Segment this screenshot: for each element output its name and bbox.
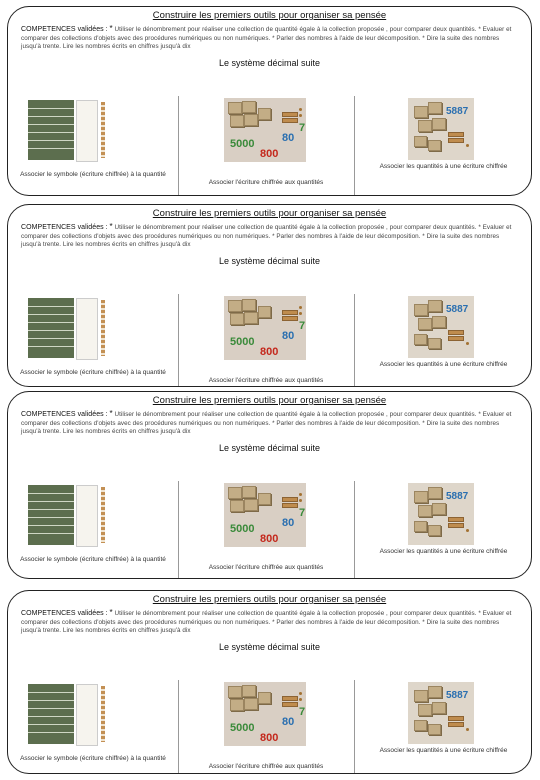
competences-block xyxy=(21,410,519,437)
cubes-5887-image xyxy=(408,296,474,358)
lesson-card-1 xyxy=(7,6,532,196)
bullet-star-icon: * xyxy=(109,24,113,33)
competences-label: COMPETENCES validées : xyxy=(21,610,108,617)
bullet-star-icon: * xyxy=(109,222,113,231)
caption-written: Associer l'écriture chiffrée aux quantités xyxy=(208,763,324,770)
number-card-hundreds: 800 xyxy=(260,732,279,744)
card-subtitle: Le système décimal suite xyxy=(218,642,321,652)
cubes-and-numbers-image xyxy=(224,98,306,162)
activity-cell-written xyxy=(178,680,355,774)
activity-cell-written xyxy=(178,481,355,579)
number-card-5887: 5887 xyxy=(446,106,469,117)
activity-cell-symbol xyxy=(8,481,179,579)
number-card-5887: 5887 xyxy=(446,491,469,502)
activity-cell-symbol xyxy=(8,294,179,387)
card-title: Construire les premiers outils pour organiser sa pensée xyxy=(152,208,387,219)
card-title: Construire les premiers outils pour organiser sa pensée xyxy=(152,10,387,21)
caption-symbol: Associer le symbole (écriture chiffrée) à la quantité xyxy=(20,755,166,762)
activity-cell-written xyxy=(178,294,355,387)
lesson-card-4 xyxy=(7,590,532,774)
activity-row xyxy=(8,680,531,774)
activity-cell-quantities xyxy=(354,481,532,579)
caption-written: Associer l'écriture chiffrée aux quantités xyxy=(208,179,324,186)
cubes-and-numbers-image xyxy=(224,682,306,746)
activity-cell-symbol xyxy=(8,96,179,196)
activity-cell-quantities xyxy=(354,294,532,387)
card-subtitle: Le système décimal suite xyxy=(218,443,321,453)
number-card-tens: 80 xyxy=(282,517,295,529)
number-card-units: 7 xyxy=(299,320,306,332)
number-card-hundreds: 800 xyxy=(260,148,279,160)
number-card-thousands: 5000 xyxy=(230,722,255,734)
caption-symbol: Associer le symbole (écriture chiffrée) à la quantité xyxy=(20,171,166,178)
number-card-units: 7 xyxy=(299,507,306,519)
number-card-thousands: 5000 xyxy=(230,336,255,348)
cubes-and-numbers-image xyxy=(224,296,306,360)
bullet-star-icon: * xyxy=(109,409,113,418)
number-card-hundreds: 800 xyxy=(260,346,279,358)
activity-cell-symbol xyxy=(8,680,179,774)
activity-cell-written xyxy=(178,96,355,196)
cubes-5887-image xyxy=(408,682,474,744)
competences-label: COMPETENCES validées : xyxy=(21,411,108,418)
caption-quantities: Associer les quantités à une écriture chiffrée xyxy=(379,548,508,555)
competences-text: Utiliser le dénombrement pour réaliser une collection de quantité égale à la collection proposée , pour comparer deux quantités. * Evaluer et comparer des collections d'objets avec des procédures numériques ou non numériques. * Parler des nombres à l'aide de leur décomposition. * Dire la suite des nombres jusqu'à trente. Lire les nombres écrits en chiffres jusqu'à dix xyxy=(21,224,512,249)
caption-written: Associer l'écriture chiffrée aux quantités xyxy=(208,377,324,384)
number-card-hundreds: 800 xyxy=(260,533,279,545)
lesson-card-3 xyxy=(7,391,532,579)
number-card-tens: 80 xyxy=(282,132,295,144)
competences-label: COMPETENCES validées : xyxy=(21,26,108,33)
number-card-5887: 5887 xyxy=(446,304,469,315)
card-subtitle: Le système décimal suite xyxy=(218,256,321,266)
card-title: Construire les premiers outils pour organiser sa pensée xyxy=(152,594,387,605)
activity-cell-quantities xyxy=(354,680,532,774)
caption-quantities: Associer les quantités à une écriture chiffrée xyxy=(379,361,508,368)
cubes-5887-image xyxy=(408,98,474,160)
caption-symbol: Associer le symbole (écriture chiffrée) à la quantité xyxy=(20,556,166,563)
activity-cell-quantities xyxy=(354,96,532,196)
competences-text: Utiliser le dénombrement pour réaliser une collection de quantité égale à la collection proposée , pour comparer deux quantités. * Evaluer et comparer des collections d'objets avec des procédures numériques ou non numériques. * Parler des nombres à l'aide de leur décomposition. * Dire la suite des nombres jusqu'à trente. Lire les nombres écrits en chiffres jusqu'à dix xyxy=(21,610,512,635)
competences-block xyxy=(21,25,519,52)
number-card-units: 7 xyxy=(299,122,306,134)
green-number-table-image xyxy=(28,684,106,744)
bullet-star-icon: * xyxy=(109,608,113,617)
competences-text: Utiliser le dénombrement pour réaliser une collection de quantité égale à la collection proposée , pour comparer deux quantités. * Evaluer et comparer des collections d'objets avec des procédures numériques ou non numériques. * Parler des nombres à l'aide de leur décomposition. * Dire la suite des nombres jusqu'à trente. Lire les nombres écrits en chiffres jusqu'à dix xyxy=(21,411,512,436)
number-card-thousands: 5000 xyxy=(230,523,255,535)
caption-quantities: Associer les quantités à une écriture chiffrée xyxy=(379,747,508,754)
green-number-table-image xyxy=(28,485,106,545)
number-card-tens: 80 xyxy=(282,716,295,728)
number-card-5887: 5887 xyxy=(446,690,469,701)
competences-block xyxy=(21,609,519,636)
card-title: Construire les premiers outils pour organiser sa pensée xyxy=(152,395,387,406)
green-number-table-image xyxy=(28,100,106,160)
lesson-card-2 xyxy=(7,204,532,387)
competences-text: Utiliser le dénombrement pour réaliser une collection de quantité égale à la collection proposée , pour comparer deux quantités. * Evaluer et comparer des collections d'objets avec des procédures numériques ou non numériques. * Parler des nombres à l'aide de leur décomposition. * Dire la suite des nombres jusqu'à trente. Lire les nombres écrits en chiffres jusqu'à dix xyxy=(21,26,512,51)
caption-quantities: Associer les quantités à une écriture chiffrée xyxy=(379,163,508,170)
activity-row xyxy=(8,481,531,579)
caption-symbol: Associer le symbole (écriture chiffrée) à la quantité xyxy=(20,369,166,376)
competences-label: COMPETENCES validées : xyxy=(21,224,108,231)
caption-written: Associer l'écriture chiffrée aux quantités xyxy=(208,564,324,571)
cubes-and-numbers-image xyxy=(224,483,306,547)
card-subtitle: Le système décimal suite xyxy=(218,58,321,68)
activity-row xyxy=(8,294,531,387)
competences-block xyxy=(21,223,519,250)
number-card-units: 7 xyxy=(299,706,306,718)
number-card-thousands: 5000 xyxy=(230,138,255,150)
activity-row xyxy=(8,96,531,196)
number-card-tens: 80 xyxy=(282,330,295,342)
cubes-5887-image xyxy=(408,483,474,545)
green-number-table-image xyxy=(28,298,106,358)
